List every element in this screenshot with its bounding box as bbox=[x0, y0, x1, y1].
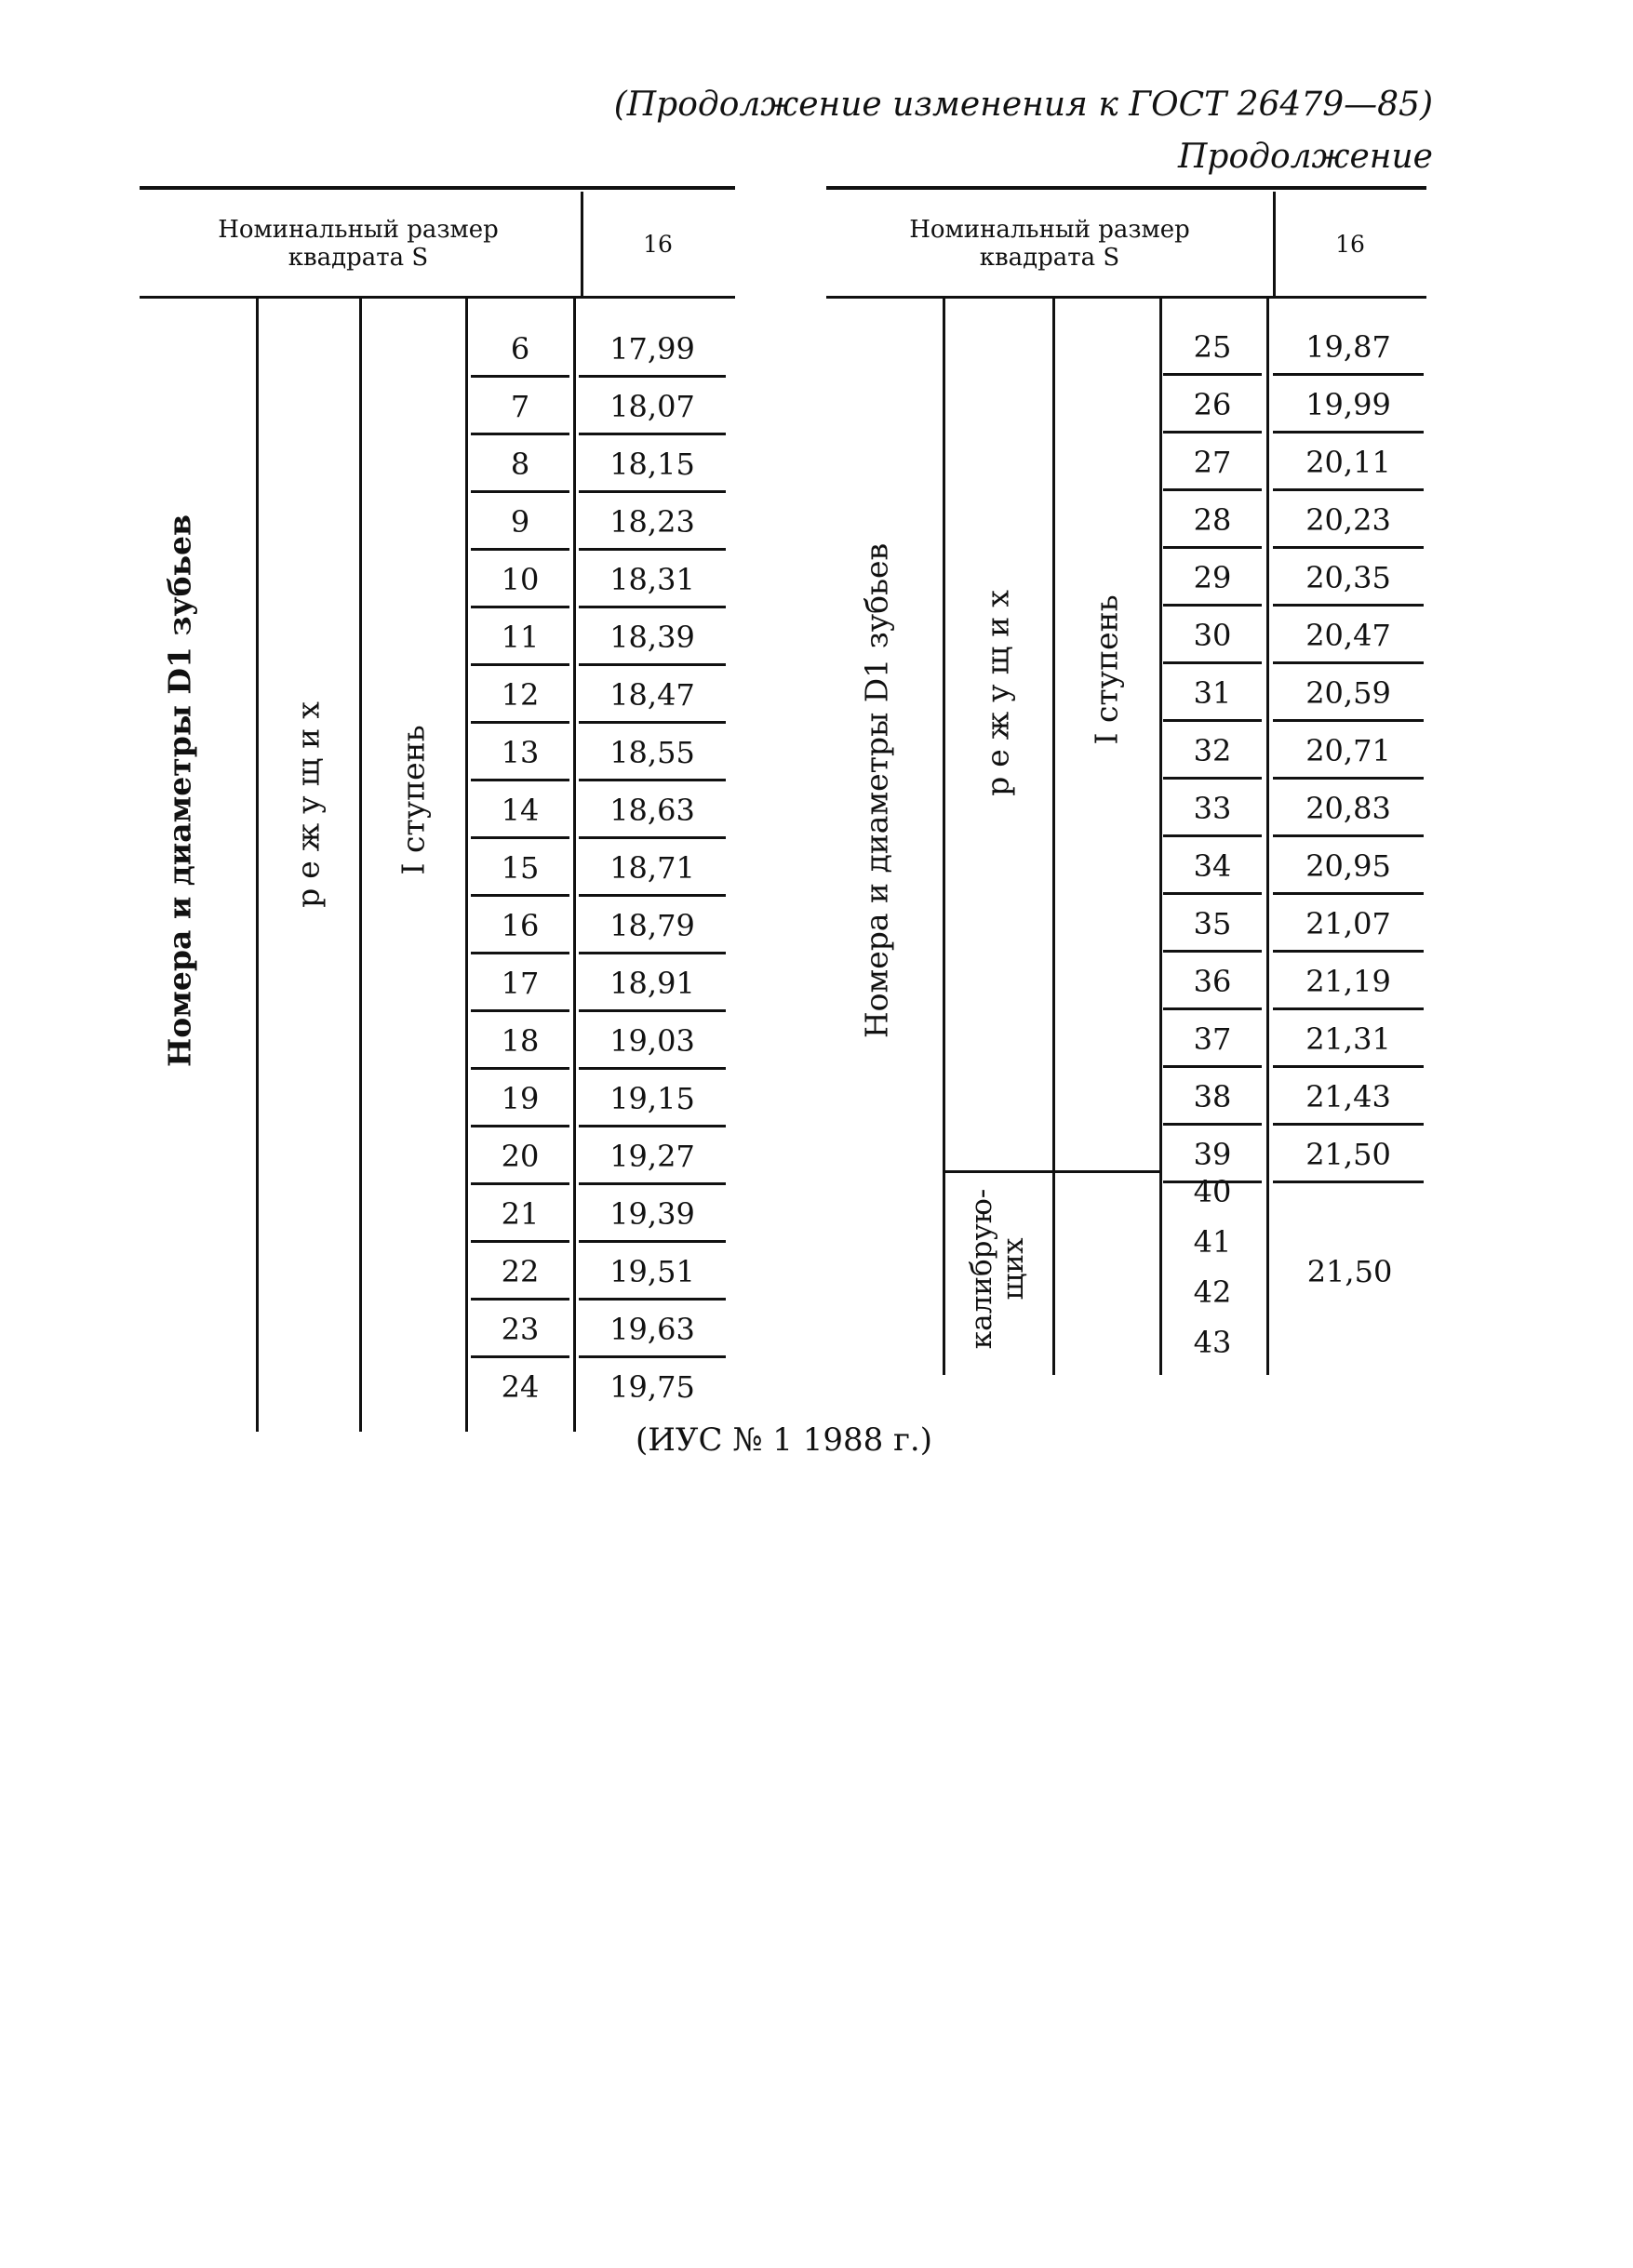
header-label: Номинальный размер квадрата S bbox=[909, 216, 1190, 272]
row-diameter: 18,91 bbox=[579, 954, 726, 1012]
row-number: 36 bbox=[1163, 953, 1262, 1010]
row-number: 33 bbox=[1163, 780, 1262, 837]
col-divider bbox=[465, 299, 468, 1432]
row-diameter: 18,31 bbox=[579, 551, 726, 608]
col-divider bbox=[943, 299, 945, 1375]
col-divider bbox=[1159, 299, 1162, 1375]
col-divider bbox=[359, 299, 362, 1432]
row-number: 27 bbox=[1163, 434, 1262, 491]
row-number: 19 bbox=[471, 1070, 569, 1127]
calibrating-number: 43 bbox=[1193, 1325, 1232, 1360]
header-rule bbox=[140, 296, 735, 299]
row-diameter: 20,71 bbox=[1273, 722, 1424, 780]
row-diameter: 18,15 bbox=[579, 435, 726, 493]
stage-label: I ступень bbox=[395, 725, 432, 875]
group-label: Номера и диаметры D1 зубьев bbox=[858, 542, 895, 1039]
col-divider bbox=[256, 299, 259, 1432]
row-diameter: 20,95 bbox=[1273, 837, 1424, 895]
row-diameter: 20,83 bbox=[1273, 780, 1424, 837]
row-diameter: 19,51 bbox=[579, 1243, 726, 1301]
row-number: 39 bbox=[1163, 1126, 1262, 1183]
row-diameter: 18,39 bbox=[579, 608, 726, 666]
row-diameter: 20,11 bbox=[1273, 434, 1424, 491]
row-number: 34 bbox=[1163, 837, 1262, 895]
row-number: 32 bbox=[1163, 722, 1262, 780]
row-diameter: 20,23 bbox=[1273, 491, 1424, 549]
row-diameter: 18,63 bbox=[579, 781, 726, 839]
row-diameter: 18,23 bbox=[579, 493, 726, 551]
continuation-label: Продолжение bbox=[1178, 138, 1433, 176]
row-diameter: 21,31 bbox=[1273, 1010, 1424, 1068]
row-diameter: 19,87 bbox=[1273, 318, 1424, 376]
row-number: 22 bbox=[471, 1243, 569, 1301]
row-diameter: 19,39 bbox=[579, 1185, 726, 1243]
row-number: 30 bbox=[1163, 607, 1262, 664]
group-label: Номера и диаметры D1 зубьев bbox=[161, 514, 198, 1067]
header-value: 16 bbox=[643, 231, 673, 258]
row-number: 38 bbox=[1163, 1068, 1262, 1126]
row-diameter: 21,50 bbox=[1273, 1126, 1424, 1183]
row-number: 12 bbox=[471, 666, 569, 724]
col-divider bbox=[573, 299, 576, 1432]
row-number: 17 bbox=[471, 954, 569, 1012]
row-diameter: 19,75 bbox=[609, 1369, 695, 1405]
row-diameter: 21,19 bbox=[1273, 953, 1424, 1010]
section-rule bbox=[945, 1170, 1159, 1173]
header-value: 16 bbox=[1335, 231, 1365, 258]
row-number: 26 bbox=[1163, 376, 1262, 434]
row-diameter: 19,15 bbox=[579, 1070, 726, 1127]
col-divider bbox=[1266, 299, 1269, 1375]
row-number: 6 bbox=[471, 320, 569, 378]
col-divider bbox=[1052, 299, 1055, 1375]
row-diameter: 17,99 bbox=[579, 320, 726, 378]
row-number: 18 bbox=[471, 1012, 569, 1070]
row-number: 15 bbox=[471, 839, 569, 897]
document-reference: (Продолжение изменения к ГОСТ 26479—85) bbox=[613, 86, 1433, 124]
row-number: 21 bbox=[471, 1185, 569, 1243]
row-diameter: 20,35 bbox=[1273, 549, 1424, 607]
row-number: 7 bbox=[471, 378, 569, 435]
row-diameter: 19,99 bbox=[1273, 376, 1424, 434]
row-number: 28 bbox=[1163, 491, 1262, 549]
row-diameter: 18,55 bbox=[579, 724, 726, 781]
footer-note: (ИУС № 1 1988 г.) bbox=[636, 1421, 932, 1459]
header-label: Номинальный размер квадрата S bbox=[218, 216, 499, 272]
calibrating-number: 41 bbox=[1193, 1224, 1232, 1260]
type-label: режущих bbox=[979, 580, 1016, 796]
row-number: 25 bbox=[1163, 318, 1262, 376]
row-diameter: 21,07 bbox=[1273, 895, 1424, 953]
row-diameter: 19,03 bbox=[579, 1012, 726, 1070]
right-table bbox=[826, 186, 1426, 1442]
row-diameter: 18,79 bbox=[579, 897, 726, 954]
row-number: 16 bbox=[471, 897, 569, 954]
row-diameter: 18,47 bbox=[579, 666, 726, 724]
row-diameter: 20,47 bbox=[1273, 607, 1424, 664]
row-number: 24 bbox=[501, 1369, 540, 1405]
row-number: 29 bbox=[1163, 549, 1262, 607]
row-number: 9 bbox=[471, 493, 569, 551]
row-diameter: 20,59 bbox=[1273, 664, 1424, 722]
row-number: 11 bbox=[471, 608, 569, 666]
header-rule bbox=[826, 296, 1426, 299]
row-number: 10 bbox=[471, 551, 569, 608]
row-number: 20 bbox=[471, 1127, 569, 1185]
calibrating-value: 21,50 bbox=[1306, 1254, 1393, 1289]
row-number: 31 bbox=[1163, 664, 1262, 722]
calibrating-number: 42 bbox=[1193, 1274, 1232, 1310]
row-number: 13 bbox=[471, 724, 569, 781]
row-diameter: 18,71 bbox=[579, 839, 726, 897]
calibrating-label: калибрую- щих bbox=[965, 1188, 1030, 1350]
calibrating-number: 40 bbox=[1193, 1174, 1232, 1209]
row-diameter: 18,07 bbox=[579, 378, 726, 435]
row-number: 35 bbox=[1163, 895, 1262, 953]
row-number: 8 bbox=[471, 435, 569, 493]
row-number: 14 bbox=[471, 781, 569, 839]
row-diameter: 19,63 bbox=[579, 1301, 726, 1358]
type-label: режущих bbox=[289, 692, 327, 908]
left-table bbox=[140, 186, 735, 1442]
row-diameter: 19,27 bbox=[579, 1127, 726, 1185]
row-number: 37 bbox=[1163, 1010, 1262, 1068]
stage-label: I ступень bbox=[1088, 594, 1125, 745]
top-rule bbox=[140, 186, 735, 190]
row-diameter: 21,43 bbox=[1273, 1068, 1424, 1126]
top-rule bbox=[826, 186, 1426, 190]
row-number: 23 bbox=[471, 1301, 569, 1358]
